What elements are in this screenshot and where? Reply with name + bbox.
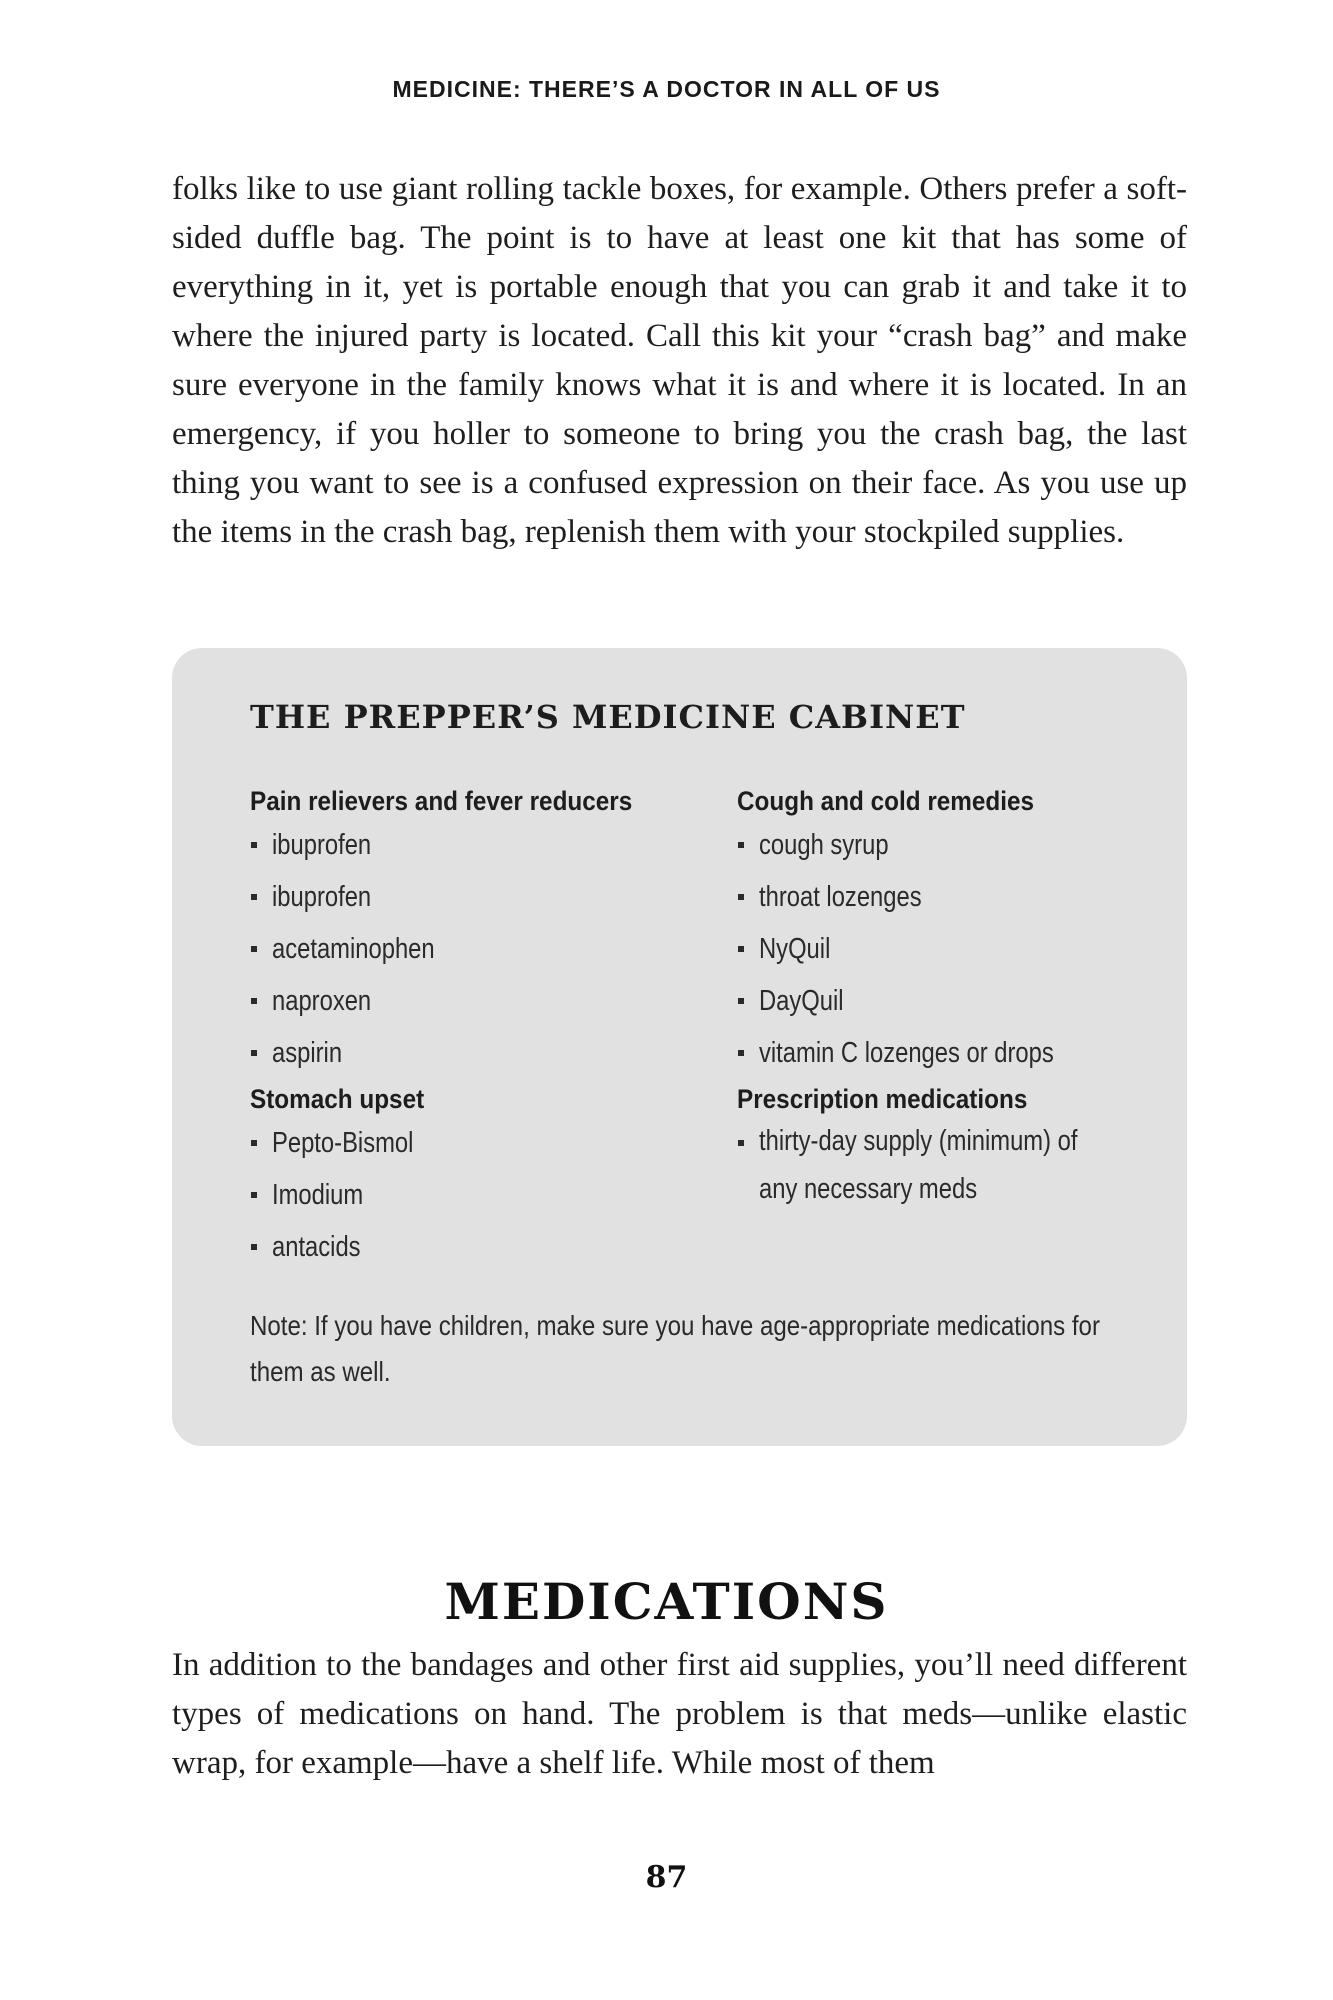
- section-heading-pain-relievers: Pain relievers and fever reducers: [250, 786, 633, 816]
- list-item: DayQuil: [737, 975, 1157, 1027]
- list-item: Imodium: [250, 1169, 670, 1221]
- cough-cold-list: [737, 819, 1157, 1079]
- running-head: MEDICINE: THERE’S A DOCTOR IN ALL OF US: [392, 76, 941, 102]
- list-item: acetaminophen: [250, 923, 670, 975]
- intro-paragraph: folks like to use giant rolling tackle boxes, for example. Others prefer a soft-sided duffle bag. The point is to have at least one kit that has some of everything in it, yet is portable enough that you can grab it and take it to where the injured party is located. Call this kit your “crash bag” and make sure everyone in the family knows what it is and where it is located. In an emergency, if you holler to someone to bring you the crash bag, the last thing you want to see is a confused expression on their face. As you use up the items in the crash bag, replenish them with your stockpiled supplies.: [172, 171, 1187, 550]
- list-item: NyQuil: [737, 923, 1157, 975]
- body-paragraph: In addition to the bandages and other first aid supplies, you’ll need different types of medications on hand. The problem is that meds—unlike elastic wrap, for example—have a shelf life. While most of them: [172, 1647, 1187, 1781]
- sidebar-title: THE PREPPER’S MEDICINE CABINET: [250, 698, 966, 736]
- pain-relievers-list: [250, 819, 670, 1079]
- list-item: thirty-day supply (minimum) of any necessary meds: [737, 1117, 1119, 1213]
- list-item: cough syrup: [737, 819, 1157, 871]
- list-item: Pepto-Bismol: [250, 1117, 670, 1169]
- list-item: antacids: [250, 1221, 670, 1273]
- section-heading-cough-cold: Cough and cold remedies: [737, 786, 1035, 816]
- list-item: vitamin C lozenges or drops: [737, 1027, 1157, 1079]
- medicine-cabinet-sidebar: [172, 648, 1187, 1446]
- list-item: throat lozenges: [737, 871, 1157, 923]
- sidebar-right-column: [737, 783, 1157, 1215]
- section-heading-medications: MEDICATIONS: [444, 1572, 889, 1631]
- sidebar-note: Note: If you have children, make sure you have age-appropriate medications for them as well.: [250, 1310, 1100, 1387]
- page-number: 87: [645, 1860, 688, 1895]
- stomach-upset-list: [250, 1117, 670, 1273]
- list-item: ibuprofen: [250, 819, 670, 871]
- sidebar-left-column: [250, 783, 670, 1275]
- list-item: naproxen: [250, 975, 670, 1027]
- list-item: ibuprofen: [250, 871, 670, 923]
- list-item: aspirin: [250, 1027, 670, 1079]
- section-heading-prescription: Prescription medications: [737, 1084, 1028, 1114]
- prescription-list: [737, 1117, 1157, 1213]
- section-heading-stomach-upset: Stomach upset: [250, 1084, 425, 1114]
